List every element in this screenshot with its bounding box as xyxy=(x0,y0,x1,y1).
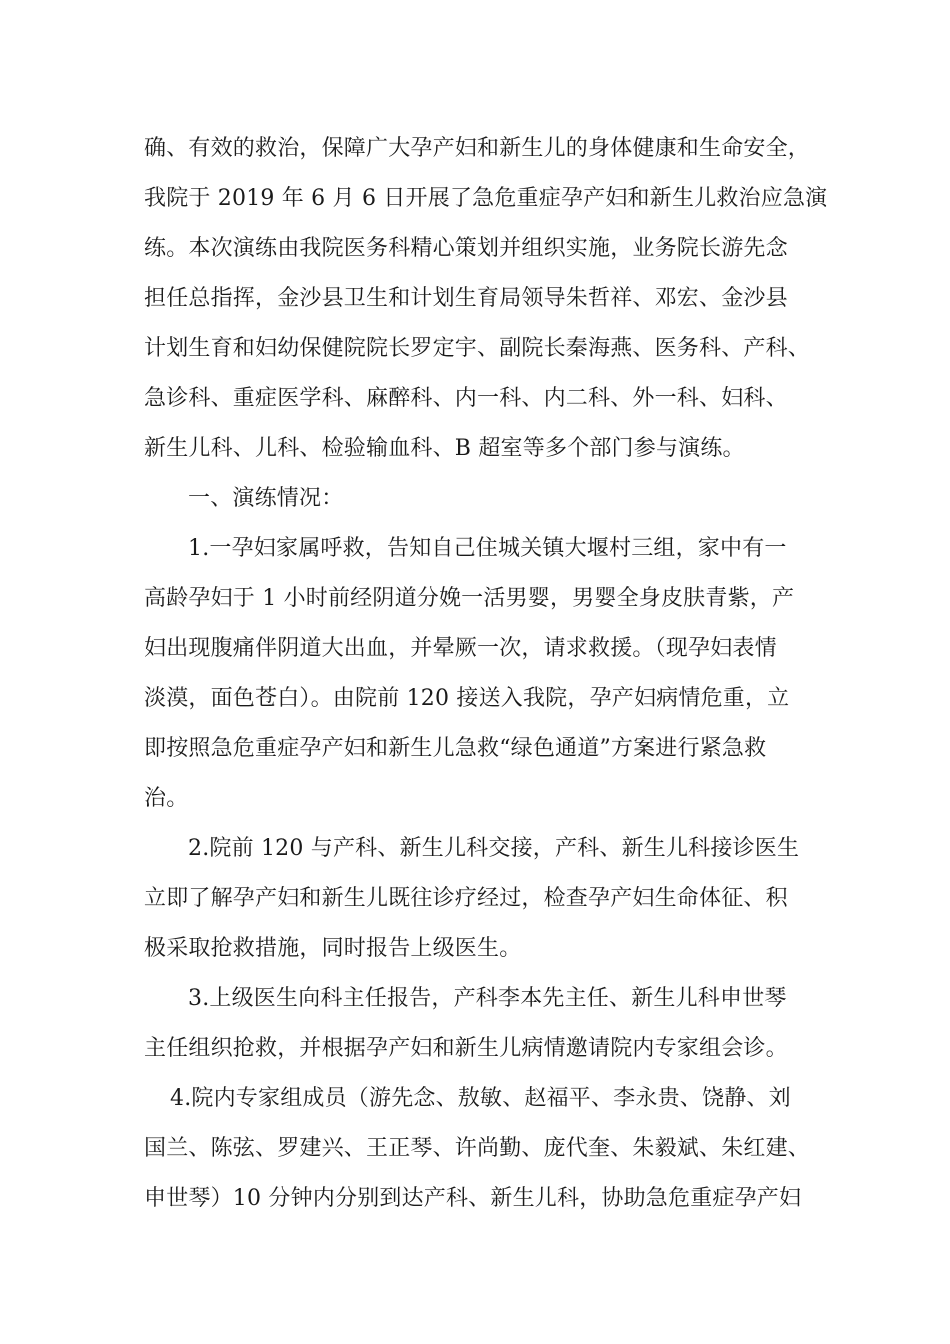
intro-line-7: 新生儿科、儿科、检验输血科、B 超室等多个部门参与演练。 xyxy=(144,436,745,461)
item-1-line-2: 高龄孕妇于 1 小时前经阴道分娩一活男婴，男婴全身皮肤青紫，产 xyxy=(144,586,795,611)
intro-line-3: 练。本次演练由我院医务科精心策划并组织实施，业务院长游先念 xyxy=(144,236,788,261)
item-2-line-1: 2.院前 120 与产科、新生儿科交接，产科、新生儿科接诊医生 xyxy=(188,836,800,861)
item-4-line-3: 申世琴）10 分钟内分别到达产科、新生儿科，协助急危重症孕产妇 xyxy=(144,1186,802,1211)
item-2-line-2: 立即了解孕产妇和新生儿既往诊疗经过，检查孕产妇生命体征、积 xyxy=(144,886,788,911)
intro-line-6: 急诊科、重症医学科、麻醉科、内一科、内二科、外一科、妇科、 xyxy=(144,386,788,411)
item-1-line-4: 淡漠，面色苍白）。由院前 120 接送入我院，孕产妇病情危重，立 xyxy=(144,686,790,711)
intro-line-5: 计划生育和妇幼保健院院长罗定宇、副院长秦海燕、医务科、产科、 xyxy=(144,336,811,361)
item-3-line-1: 3.上级医生向科主任报告，产科李本先主任、新生儿科申世琴 xyxy=(188,986,787,1011)
intro-line-2: 我院于 2019 年 6 月 6 日开展了急危重症孕产妇和新生儿救治应急演 xyxy=(144,186,828,211)
item-1-line-3: 妇出现腹痛伴阴道大出血，并晕厥一次，请求救援。（现孕妇表情 xyxy=(144,636,777,661)
item-1-line-6: 治。 xyxy=(144,786,189,811)
section-heading: 一、演练情况： xyxy=(188,486,344,511)
intro-line-1: 确、有效的救治，保障广大孕产妇和新生儿的身体健康和生命安全， xyxy=(144,136,811,161)
item-1-line-1: 1.一孕妇家属呼救，告知自己住城关镇大堰村三组，家中有一 xyxy=(188,536,787,561)
intro-line-4: 担任总指挥，金沙县卫生和计划生育局领导朱哲祥、邓宏、金沙县 xyxy=(144,286,788,311)
item-3-line-2: 主任组织抢救，并根据孕产妇和新生儿病情邀请院内专家组会诊。 xyxy=(144,1036,788,1061)
item-2-line-3: 极采取抢救措施，同时报告上级医生。 xyxy=(144,936,522,961)
item-4-line-1: 4.院内专家组成员（游先念、敖敏、赵福平、李永贵、饶静、刘 xyxy=(170,1086,791,1111)
item-1-line-5: 即按照急危重症孕产妇和新生儿急救“绿色通道”方案进行紧急救 xyxy=(144,736,767,761)
item-4-line-2: 国兰、陈弦、罗建兴、王正琴、许尚勤、庞代奎、朱毅斌、朱红建、 xyxy=(144,1136,811,1161)
